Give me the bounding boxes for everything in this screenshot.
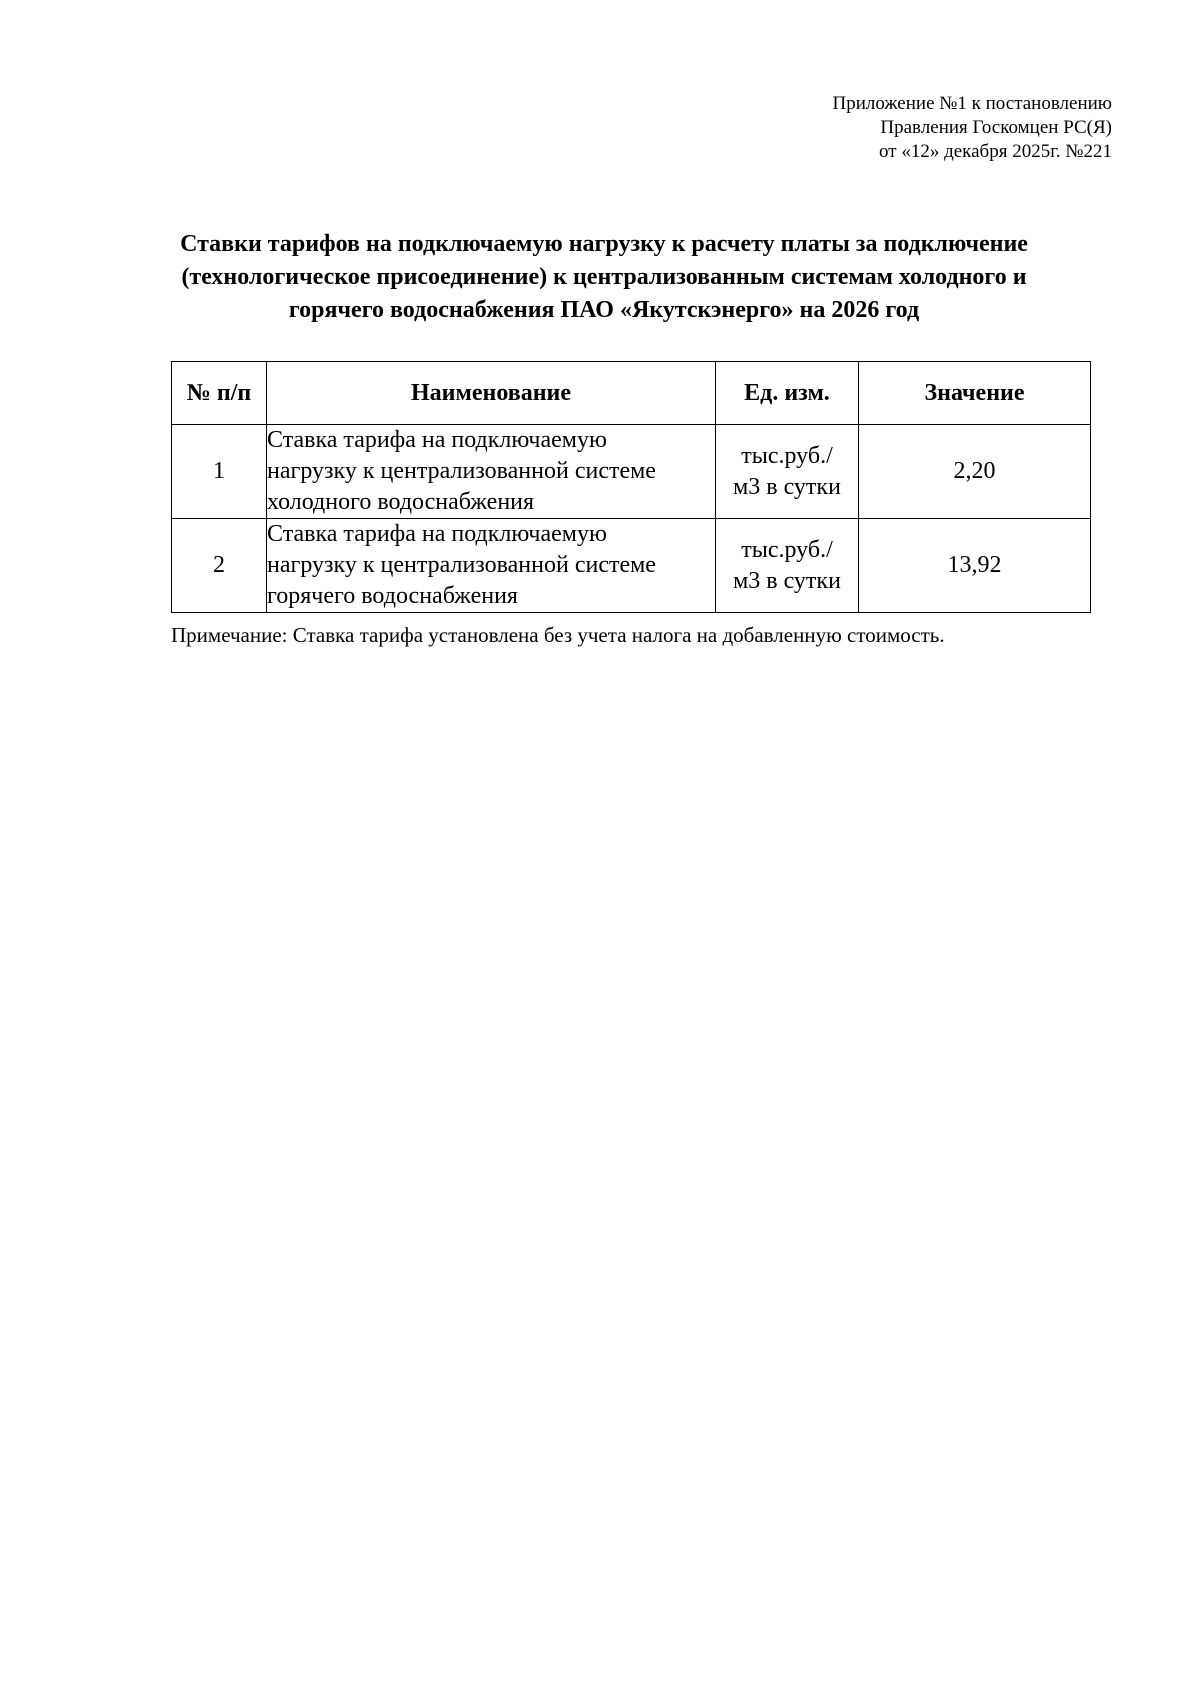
row-unit-line: м3 в сутки (733, 567, 841, 594)
table-note: Примечание: Ставка тарифа установлена без учета налога на добавленную стоимость. (171, 623, 945, 647)
row-unit-line: тыс.руб./ (741, 536, 833, 563)
row-value: 13,92 (859, 519, 1091, 613)
header-name: Наименование (267, 362, 716, 425)
title-line: горячего водоснабжения ПАО «Якутскэнерго» на 2026 год (288, 297, 920, 323)
appendix-line: Правления Госкомцен РС(Я) (880, 117, 1112, 138)
header-value: Значение (859, 362, 1091, 425)
row-unit (716, 425, 859, 519)
appendix-line: Приложение №1 к постановлению (832, 93, 1112, 114)
table-row (172, 519, 1091, 613)
row-unit-line: тыс.руб./ (741, 442, 833, 469)
table-header-row (172, 362, 1091, 425)
row-num: 2 (172, 519, 267, 613)
row-value: 2,20 (859, 425, 1091, 519)
row-num: 1 (172, 425, 267, 519)
document-title (130, 228, 1078, 327)
row-name-line: Ставка тарифа на подключаемую (267, 521, 607, 547)
appendix-reference (833, 92, 1112, 164)
row-name-line: нагрузку к централизованной системе (267, 552, 656, 578)
row-name-line: холодного водоснабжения (267, 489, 535, 515)
appendix-line: от «12» декабря 2025г. №221 (879, 141, 1112, 162)
row-name-line: нагрузку к централизованной системе (267, 458, 656, 484)
table-row (172, 425, 1091, 519)
row-name (267, 519, 716, 613)
header-num: № п/п (172, 362, 267, 425)
row-unit (716, 519, 859, 613)
row-name-line: горячего водоснабжения (267, 583, 518, 609)
title-line: Ставки тарифов на подключаемую нагрузку к расчету платы за подключение (180, 231, 1028, 257)
tariff-table (171, 361, 1091, 613)
title-line: (технологическое присоединение) к централизованным системам холодного и (181, 264, 1027, 290)
row-name-line: Ставка тарифа на подключаемую (267, 427, 607, 453)
header-unit: Ед. изм. (716, 362, 859, 425)
row-name (267, 425, 716, 519)
row-unit-line: м3 в сутки (733, 473, 841, 500)
